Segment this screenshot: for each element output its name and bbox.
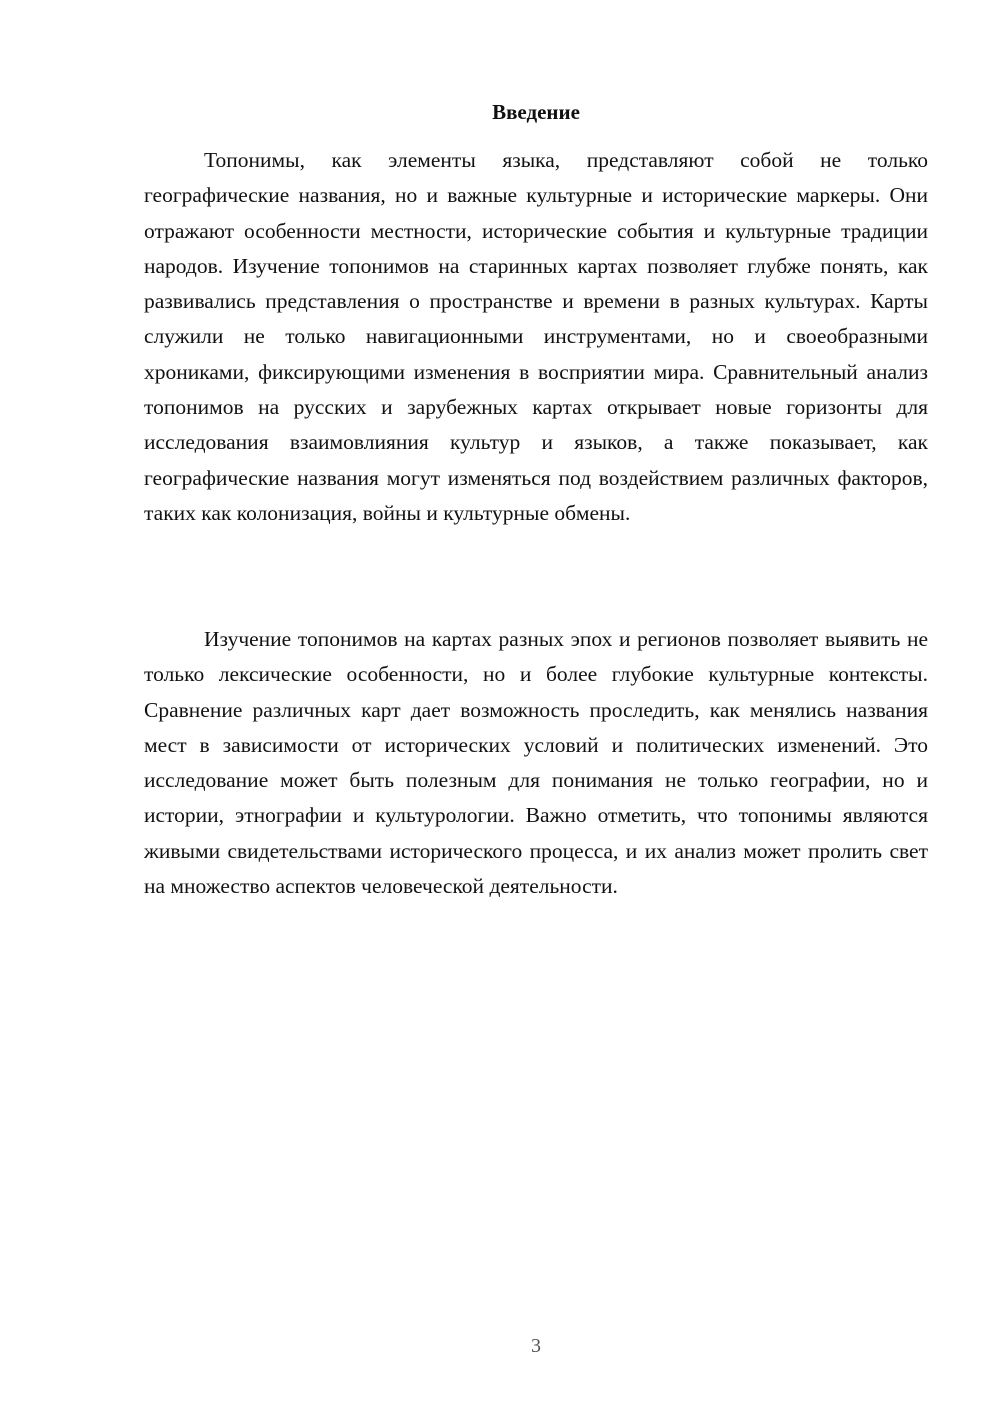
- paragraph-2: Изучение топонимов на картах разных эпох и регионов позволяет выявить не только лексические особенности, но и более глубокие культурные контексты. Сравнение различных карт дает возможность проследить, как менялись названия мест в зависимости от исторических условий и политических изменений. Это исследование может быть полезным для понимания не только географии, но и истории, этнографии и культурологии. Важно отметить, что топонимы являются живыми свидетельствами исторического процесса, и их анализ может пролить свет на множество аспектов человеческой деятельности.: [144, 627, 928, 899]
- paragraph-1: Топонимы, как элементы языка, представляют собой не только географические названия, но и важные культурные и исторические маркеры. Они отражают особенности местности, исторические события и культурные традиции народов. Изучение топонимов на старинных картах позволяет глубже понять, как развивались представления о пространстве и времени в разных культурах. Карты служили не только навигационными инструментами, но и своеобразными хрониками, фиксирующими изменения в восприятии мира. Сравнительный анализ топонимов на русских и зарубежных картах открывает новые горизонты для исследования взаимовлияния культур и языков, а также показывает, как географические названия могут изменяться под воздействием различных факторов, таких как колонизация, войны и культурные обмены.: [144, 148, 928, 525]
- section-heading: Введение: [492, 100, 580, 124]
- page-number: 3: [531, 1335, 541, 1357]
